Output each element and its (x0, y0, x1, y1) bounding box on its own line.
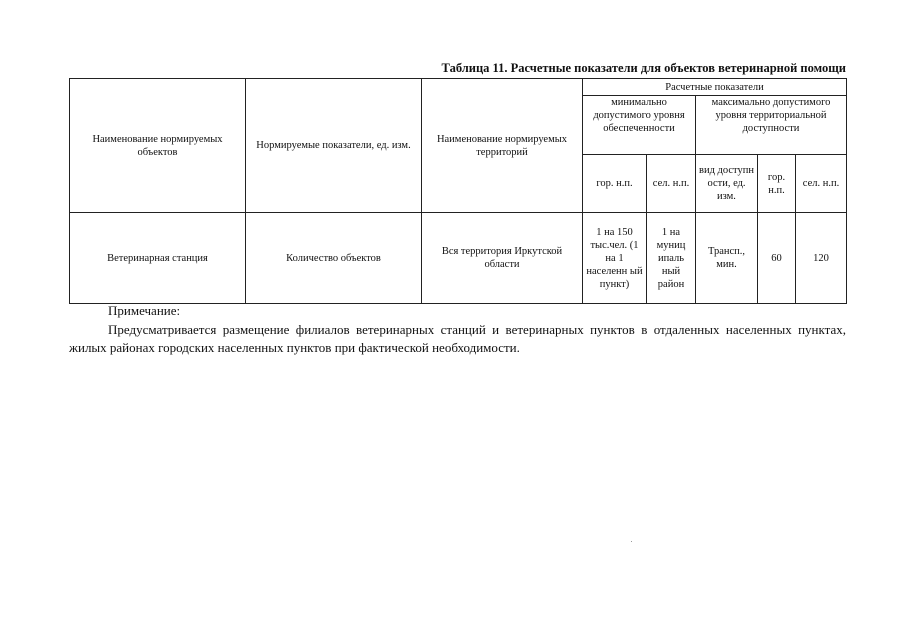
header-rural-min: сел. н.п. (647, 155, 696, 213)
cell-territory: Вся территория Иркутской области (422, 213, 583, 304)
header-territories: Наименование нормируемых территорий (422, 79, 583, 213)
table-row (70, 213, 847, 304)
header-object-name: Наименование нормируемых объектов (70, 79, 246, 213)
header-min-level: минимально допустимого уровня обеспеченности (583, 96, 696, 155)
note-label: Примечание: (108, 303, 181, 318)
cell-urban-max: 60 (758, 213, 796, 304)
cell-rural-min: 1 на муниц ипаль ный район (647, 213, 696, 304)
cell-indicator: Количество объектов (246, 213, 422, 304)
header-max-level: максимально допустимого уровня территориальной доступности (696, 96, 847, 155)
header-access-type: вид доступн ости, ед. изм. (696, 155, 758, 213)
scan-speck (631, 541, 632, 542)
header-indicators: Нормируемые показатели, ед. изм. (246, 79, 422, 213)
cell-rural-max: 120 (796, 213, 847, 304)
header-urban-min: гор. н.п. (583, 155, 647, 213)
vet-indicators-table (69, 78, 847, 304)
header-row-1 (70, 79, 847, 96)
header-rural-max: сел. н.п. (796, 155, 847, 213)
note-text: Предусматривается размещение филиалов ветеринарных станций и ветеринарных пунктов в отдаленных населенных пунктах, жилых районах городских населенных пунктов при фактической необходимости. (69, 322, 846, 355)
cell-urban-min: 1 на 150 тыс.чел. (1 на 1 населенн ый пункт) (583, 213, 647, 304)
cell-object: Ветеринарная станция (70, 213, 246, 304)
cell-access-type: Трансп., мин. (696, 213, 758, 304)
header-urban-max: гор. н.п. (758, 155, 796, 213)
header-calculated: Расчетные показатели (583, 79, 847, 96)
table-title: Таблица 11. Расчетные показатели для объектов ветеринарной помощи (441, 61, 846, 75)
